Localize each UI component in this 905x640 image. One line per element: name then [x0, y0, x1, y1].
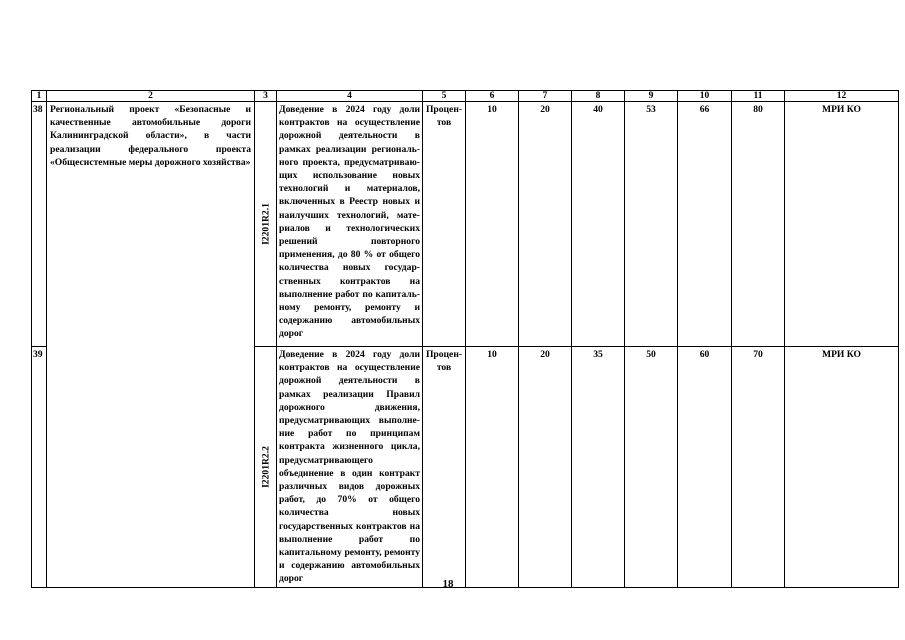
header-cell: 1	[32, 91, 47, 102]
header-cell: 11	[732, 91, 785, 102]
indicator-code: I2201R2.1	[259, 203, 271, 245]
unit: Процен-тов	[423, 347, 466, 588]
value-cell: 70	[732, 347, 785, 588]
responsible: МРИ КО	[785, 347, 899, 588]
table-row	[32, 102, 899, 347]
value-cell: 50	[625, 347, 678, 588]
header-cell: 3	[255, 91, 277, 102]
value-cell: 66	[678, 102, 732, 347]
responsible: МРИ КО	[785, 102, 899, 347]
value-cell: 20	[519, 102, 572, 347]
header-cell: 7	[519, 91, 572, 102]
value-cell: 35	[572, 347, 625, 588]
project-name: Региональный проект «Безопасные и качественные автомобильные дороги Калининградской области», в части реализации федерального проекта «Общесистемные меры дорожного хозяйства»	[47, 102, 255, 588]
indicator-description: Доведение в 2024 году доли контрактов на осуществление дорожной деятельности в рамках реализации Правил дорожного движения, предусматривающих выполне-ние работ по принципам контракта жизненного цикла, предусматривающего объединение в один контракт различных видов дорожных работ, до 70% от общего количества новых государственных контрактов на выполнение работ по капитальному ремонту, ремонту и содержанию автомобильных дорог	[277, 347, 423, 588]
header-cell: 12	[785, 91, 899, 102]
header-cell: 10	[678, 91, 732, 102]
header-cell: 8	[572, 91, 625, 102]
header-cell: 6	[466, 91, 519, 102]
header-cell: 9	[625, 91, 678, 102]
page-number: 18	[442, 578, 454, 590]
value-cell: 20	[519, 347, 572, 588]
indicator-code: I2201R2.2	[259, 445, 271, 488]
value-cell: 53	[625, 102, 678, 347]
row-number: 39	[32, 347, 47, 588]
indicator-description: Доведение в 2024 году доли контрактов на осуществление дорожной деятельности в рамках реализации региональ-ного проекта, предусматриваю-щих использование новых технологий и материалов, включенных в Реестр новых и наилучших технологий, мате-риалов и технологических решений повторного применения, до 80 % от общего количества новых государ-ственных контрактов на выполнение работ по капиталь-ному ремонту, ремонту и содержанию автомобильных дорог	[277, 102, 423, 347]
header-cell: 5	[423, 91, 466, 102]
header-cell: 2	[47, 91, 255, 102]
indicator-code-cell	[255, 347, 277, 588]
row-number: 38	[32, 102, 47, 347]
value-cell: 80	[732, 102, 785, 347]
indicators-table	[31, 90, 899, 588]
header-cell: 4	[277, 91, 423, 102]
indicator-code-cell	[255, 102, 277, 347]
unit: Процен-тов	[423, 102, 466, 347]
value-cell: 40	[572, 102, 625, 347]
value-cell: 10	[466, 347, 519, 588]
header-row	[32, 91, 899, 102]
value-cell: 10	[466, 102, 519, 347]
value-cell: 60	[678, 347, 732, 588]
